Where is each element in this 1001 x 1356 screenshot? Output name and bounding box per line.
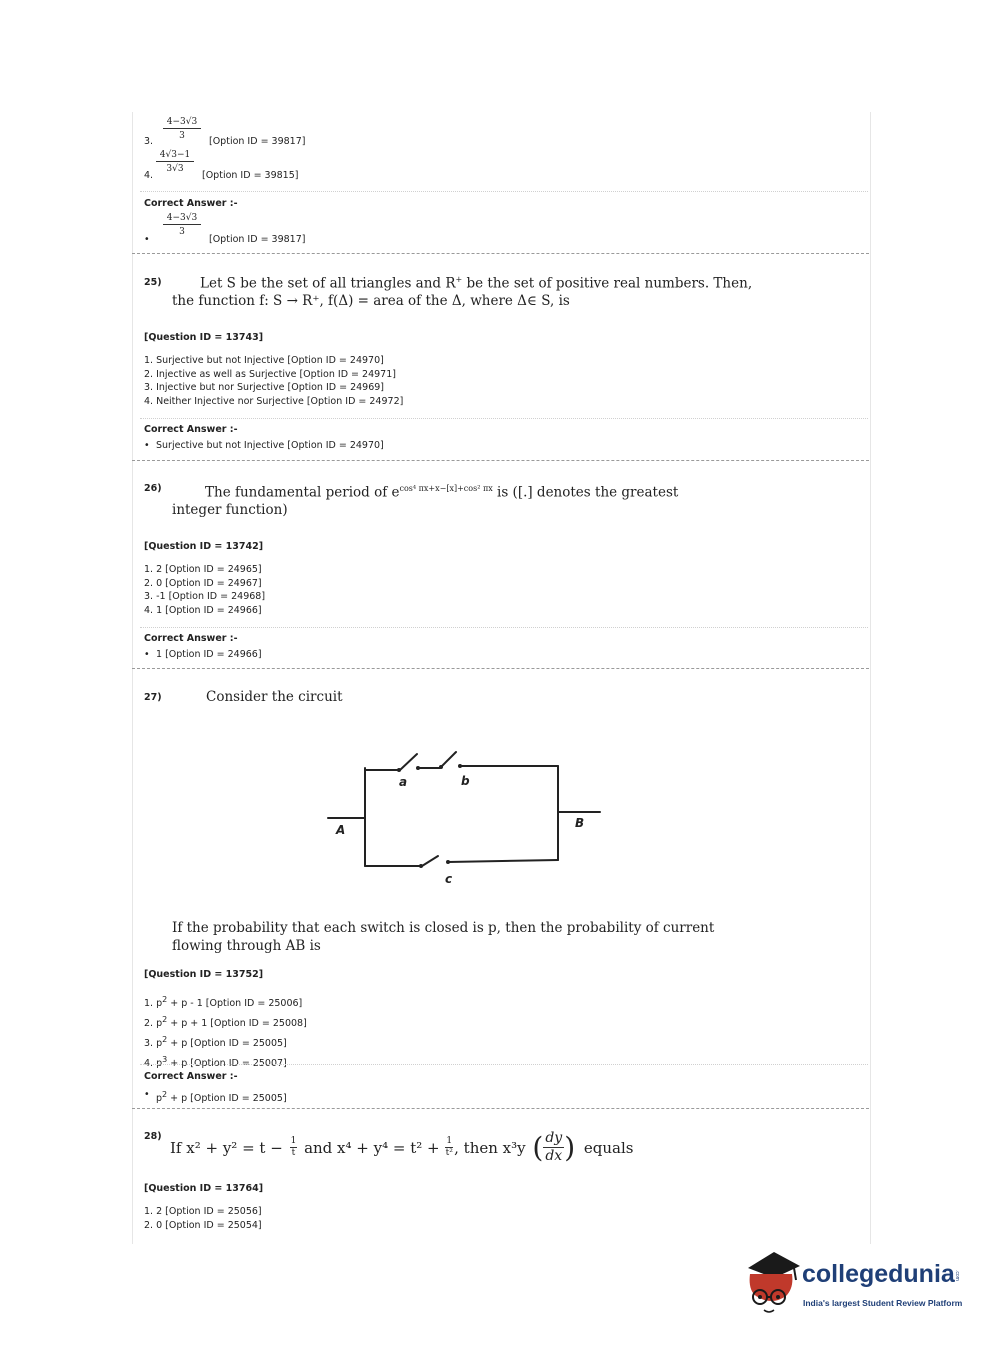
q24-correct-id: [Option ID = 39817] — [209, 234, 306, 245]
q26-number: 26) — [144, 483, 162, 494]
q28-number: 28) — [144, 1131, 162, 1142]
q27-correct-label: Correct Answer :- — [144, 1071, 238, 1082]
bullet-icon: • — [144, 649, 150, 660]
q24-option4-id: [Option ID = 39815] — [202, 170, 299, 181]
q24-option4-number: 4. — [144, 170, 154, 181]
q28-question-id: [Question ID = 13764] — [144, 1183, 264, 1194]
q25-options-list — [144, 354, 403, 409]
q28-equation: If x² + y² = t − $\frac{1}{t}$ and x⁴ + y⁴ = t² + $\frac{1}{\text{t²}}$ , then x³y ( $\frac{dy}{dx}$ ) equals — [170, 1130, 634, 1164]
q27-option: 4. $p^3 + p$ [Option ID = 25007] — [144, 1055, 287, 1070]
question-separator — [132, 1108, 869, 1109]
q25-number: 25) — [144, 277, 162, 288]
q28-option: 1. 2 [Option ID = 25056] — [144, 1206, 262, 1217]
switch-label-b: b — [461, 774, 470, 788]
q26-correct-answer: 1 [Option ID = 24966] — [156, 649, 262, 660]
q24-correct-label: Correct Answer :- — [144, 198, 238, 209]
q26-option: 4. 1 [Option ID = 24966] — [144, 605, 262, 617]
q25-option: 3. Injective but nor Surjective [Option ID = 24969] — [144, 382, 385, 394]
question-separator — [132, 253, 869, 254]
switch-label-a: a — [399, 775, 408, 789]
bullet-icon: • — [144, 1089, 150, 1100]
q25-text-line2: the function f: S → R⁺, f(Δ) = area of the Δ, where Δ∈ S, is — [172, 293, 570, 309]
q27-intro: Consider the circuit — [206, 689, 343, 705]
q26-option: 2. 0 [Option ID = 24967] — [144, 577, 262, 589]
q25-correct-label: Correct Answer :- — [144, 424, 238, 435]
q26-correct-label: Correct Answer :- — [144, 633, 238, 644]
q24-option3-number: 3. — [144, 136, 154, 147]
q27-option: 3. $p^2 + p$ [Option ID = 25005] — [144, 1035, 287, 1050]
bullet-icon: • — [144, 234, 150, 245]
q27-text-line1: If the probability that each switch is closed is p, then the probability of current — [172, 920, 715, 936]
q26-option: 3. -1 [Option ID = 24968] — [144, 591, 266, 603]
q24-option3-fraction: $\frac{4-3√3}{3}$ — [163, 117, 201, 141]
q25-option: 1. Surjective but not Injective [Option ID = 24970] — [144, 355, 384, 366]
q26-option: 1. 2 [Option ID = 24965] — [144, 564, 262, 575]
q27-question-id: [Question ID = 13752] — [144, 969, 264, 980]
brand-name: collegedunia — [802, 1260, 955, 1288]
q24-option4-fraction: $\frac{4√3-1}{3√3}$ — [156, 150, 194, 174]
q26-text-line2: integer function) — [172, 502, 288, 518]
question-separator — [132, 460, 869, 461]
brand-tagline: India's largest Student Review Platform — [803, 1298, 963, 1308]
switch-label-c: c — [445, 872, 453, 886]
q25-text-line1: Let S be the set of all triangles and R+ be the set of positive real numbers. Then, — [200, 275, 753, 292]
bullet-icon: • — [144, 440, 150, 451]
q27-options-list — [144, 992, 307, 1073]
divider — [140, 1064, 868, 1065]
q27-correct-answer: $p^2 + p$ [Option ID = 25005] — [156, 1090, 287, 1105]
question-separator — [132, 668, 869, 669]
q27-text-line2: flowing through AB is — [172, 938, 321, 954]
mascot-icon — [742, 1250, 802, 1316]
divider — [140, 627, 868, 628]
collegedunia-logo[interactable] — [742, 1250, 972, 1320]
q24-correct-fraction: $\frac{4-3√3}{3}$ — [163, 213, 201, 237]
q27-option: 2. $p^2 + p + 1$ [Option ID = 25008] — [144, 1015, 307, 1030]
q25-option: 4. Neither Injective nor Surjective [Option ID = 24972] — [144, 396, 404, 408]
q28-option: 2. 0 [Option ID = 25054] — [144, 1219, 262, 1231]
q24-option3-id: [Option ID = 39817] — [209, 136, 306, 147]
q26-text-line1: The fundamental period of $e^{cos^4 \pi x+x-[x]+cos^2 \pi x}$ is ([.] denotes the greatest — [205, 484, 679, 501]
circuit-diagram — [320, 748, 610, 888]
q27-option: 1. $p^2 + p - 1$ [Option ID = 25006] — [144, 995, 303, 1010]
terminal-label-A: A — [336, 823, 346, 837]
terminal-label-B: B — [575, 816, 585, 830]
divider — [140, 191, 868, 192]
q25-correct-answer: Surjective but not Injective [Option ID = 24970] — [156, 440, 384, 451]
q25-question-id: [Question ID = 13743] — [144, 332, 264, 343]
divider — [140, 418, 868, 419]
q25-option: 2. Injective as well as Surjective [Option ID = 24971] — [144, 368, 396, 380]
brand-suffix: .com — [954, 1270, 960, 1281]
q26-question-id: [Question ID = 13742] — [144, 541, 264, 552]
q28-options-list — [144, 1205, 262, 1232]
q27-number: 27) — [144, 692, 162, 703]
q26-options-list — [144, 563, 265, 618]
